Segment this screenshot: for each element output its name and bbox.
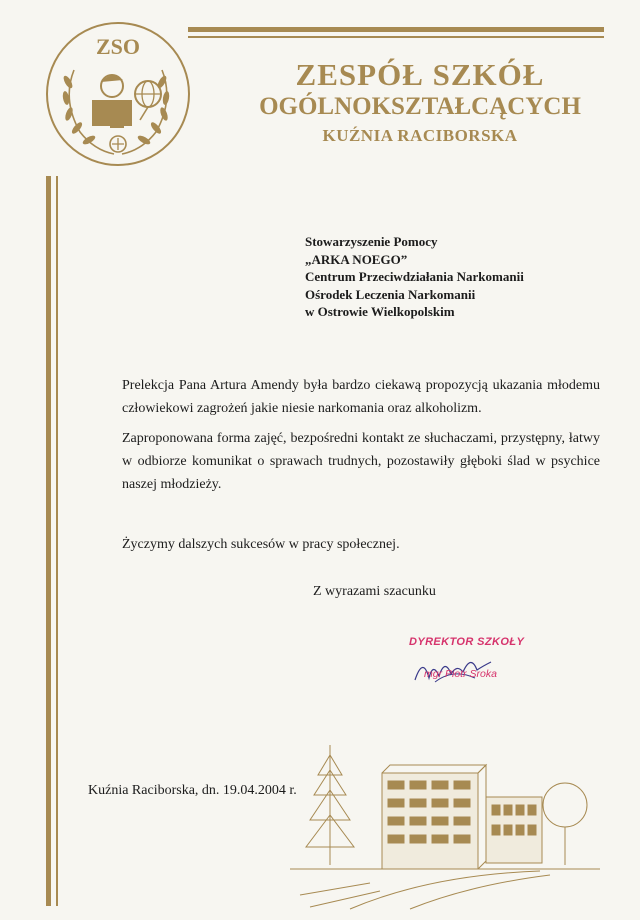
paragraph-1 [122, 374, 600, 420]
place-date: Kuźnia Raciborska, dn. 19.04.2004 r. [88, 783, 297, 798]
letterhead-rule-top [188, 27, 604, 32]
recipient-line: Stowarzyszenie Pomocy [305, 234, 438, 249]
letterhead-rule-top-thin [188, 36, 604, 38]
paragraph-1-text: Prelekcja Pana Artura Amendy była bardzo ciekawą propozycją ukazania młodemu człowiekowi zagrożeń jakie niesie narkomania oraz alkoholizm. [122, 378, 600, 416]
letterhead-line1: ZESPÓŁ SZKÓŁ [295, 57, 545, 92]
letterhead [250, 58, 590, 150]
letterhead-rule-left-thin [56, 176, 58, 906]
letterhead-line2: OGÓLNOKSZTAŁCĄCYCH [259, 93, 581, 120]
paragraph-2 [122, 427, 600, 496]
school-emblem-icon [44, 20, 192, 168]
letterhead-rule-left [46, 176, 51, 906]
paragraph-3-text: Życzymy dalszych sukcesów w pracy społecznej. [122, 537, 400, 552]
logo-abbr: ZSO [95, 34, 141, 59]
director-stamp-name: mgr Piotr Sroka [424, 668, 497, 680]
recipient-line: Ośrodek Leczenia Narkomanii [305, 286, 476, 302]
recipient-line: Centrum Przeciwdziałania Narkomanii [305, 269, 524, 285]
recipient-line: w Ostrowie Wielkopolskim [305, 304, 455, 320]
director-stamp-title: DYREKTOR SZKOŁY [409, 636, 525, 648]
recipient-block [305, 233, 524, 321]
closing-line: Z wyrazami szacunku [313, 584, 436, 599]
letterhead-line3: KUŹNIA RACIBORSKA [322, 126, 518, 145]
paragraph-2-text: Zaproponowana forma zajęć, bezpośredni kontakt ze słuchaczami, przystępny, łatwy w odbiorze komunikat o sprawach trudnych, pozostawiły głęboki ślad w psychice naszej młodzieży. [122, 431, 600, 492]
school-building-illustration-icon [290, 735, 600, 910]
paragraph-3 [122, 533, 600, 556]
recipient-line: „ARKA NOEGO” [305, 251, 408, 267]
